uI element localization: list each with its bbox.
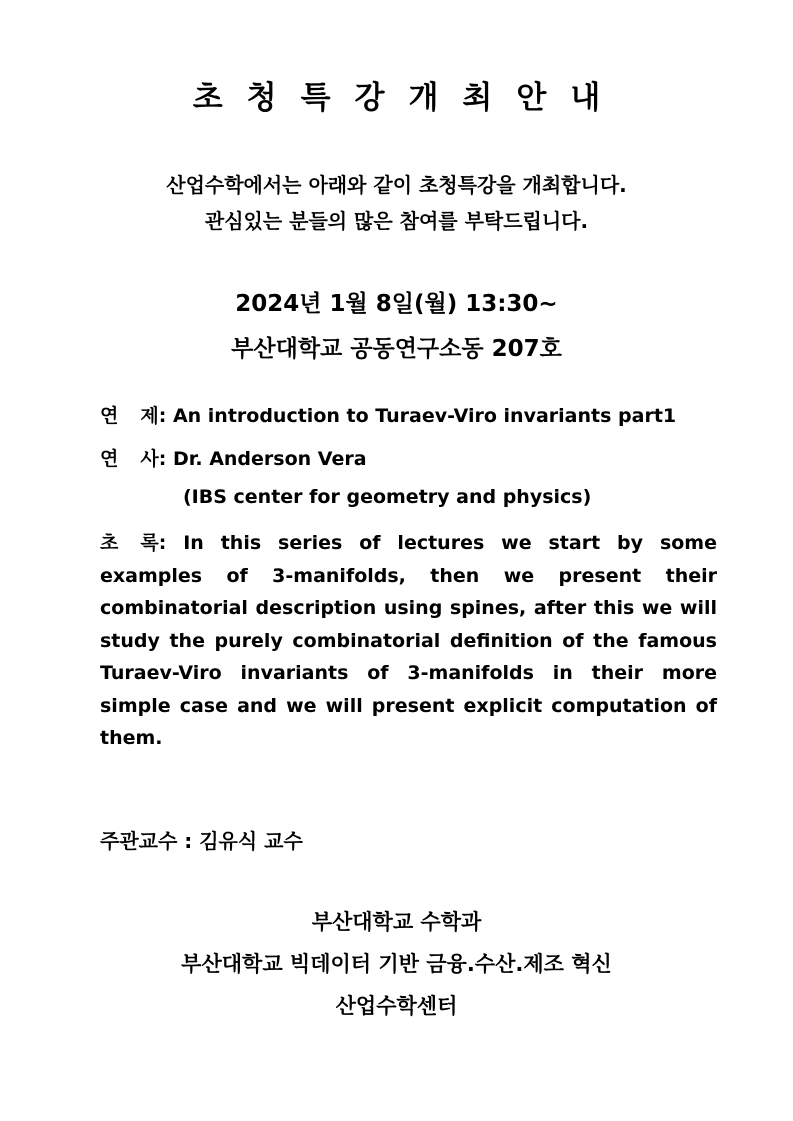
- organizer-line-1: 부산대학교 수학과: [311, 910, 482, 934]
- abstract-block: [100, 527, 717, 755]
- topic-text: An introduction to Turaev-Viro invariants part1: [172, 405, 677, 427]
- intro-line-2: 관심있는 분들의 많은 참여를 부탁드립니다.: [204, 209, 589, 233]
- speaker-label-second: 사:: [140, 448, 167, 470]
- event-location: 부산대학교 공동연구소동 207호: [231, 336, 562, 362]
- event-datetime: 2024년 1월 8일(월) 13:30~: [235, 291, 558, 317]
- topic-label-first: 연: [100, 405, 119, 427]
- host-name: 김유식 교수: [199, 829, 303, 853]
- organizer-line-2: 부산대학교 빅데이터 기반 금융.수산.제조 혁신: [181, 952, 612, 976]
- topic-row: [100, 401, 676, 428]
- host-separator: :: [184, 829, 193, 853]
- intro-line-1: 산업수학에서는 아래와 같이 초청특강을 개최합니다.: [166, 173, 627, 197]
- abstract-label-first: 초: [100, 532, 119, 554]
- speaker-row: [100, 444, 367, 471]
- organizer-line-3: 산업수학센터: [335, 994, 458, 1018]
- speaker-name: Dr. Anderson Vera: [172, 448, 367, 470]
- speaker-affiliation: (IBS center for geometry and physics): [183, 486, 592, 508]
- host-label: 주관교수: [100, 829, 178, 853]
- abstract-text: In this series of lectures we start by some examples of 3-manifolds, then we present their combinatorial description using spines, after this we will study the purely combinatorial definition of the famous Turaev-Viro invariants of 3-manifolds in their more simple case and we will present explicit computation of them.: [100, 532, 717, 749]
- speaker-label-first: 연: [100, 448, 119, 470]
- host-professor-row: [100, 825, 303, 854]
- document-title: 초청특강개최안내: [192, 80, 625, 116]
- topic-label-second: 제:: [140, 405, 167, 427]
- abstract-label-second: 록:: [140, 532, 167, 554]
